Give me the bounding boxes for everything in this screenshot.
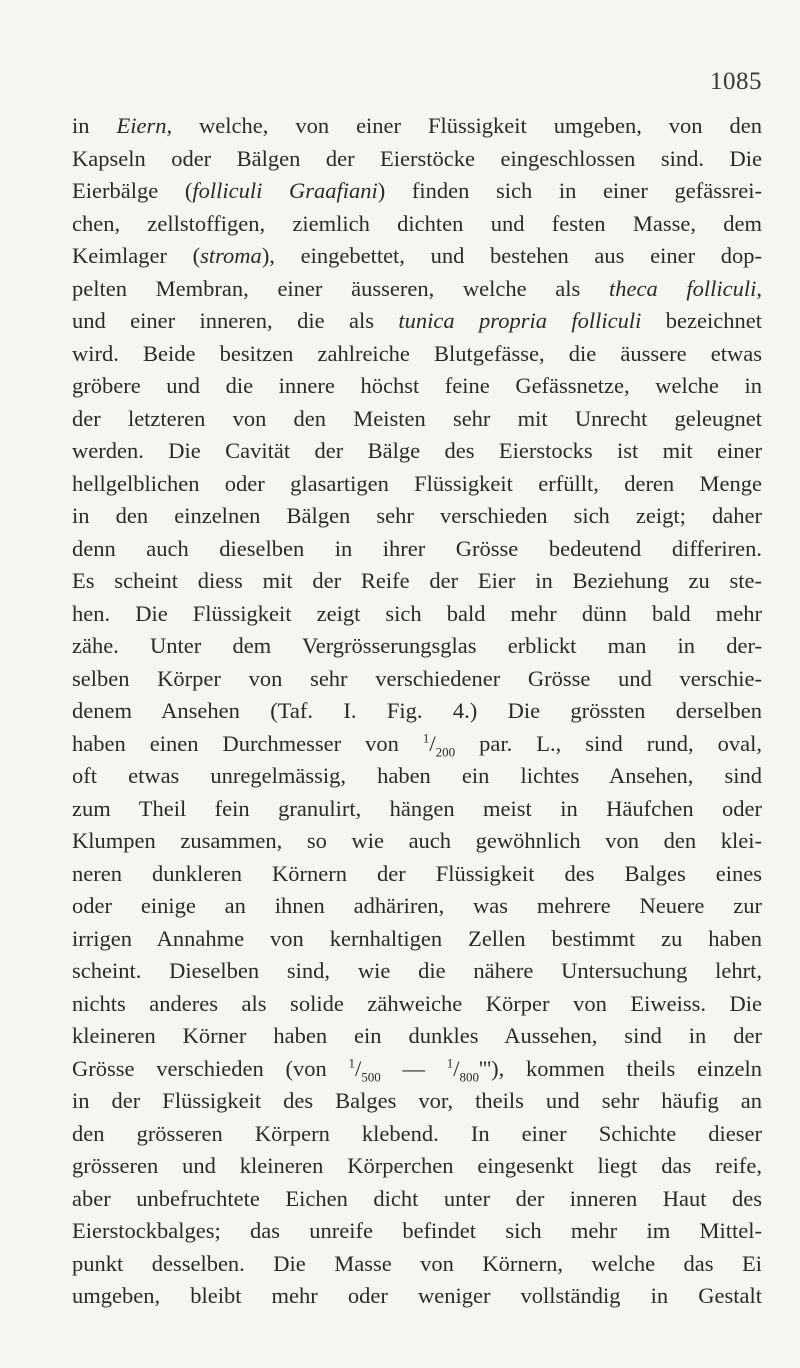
text-line: Kapseln oder Bälgen der Eierstöcke eingeschlossen sind. Die bbox=[72, 145, 762, 171]
text-line: pelten Membran, einer äusseren, welche als theca folliculi, bbox=[72, 275, 762, 301]
page-number: 1085 bbox=[710, 68, 762, 95]
text-line: denem Ansehen (Taf. I. Fig. 4.) Die grössten derselben bbox=[72, 698, 762, 723]
text-line: der letzteren von den Meisten sehr mit Unrecht geleugnet bbox=[72, 405, 762, 431]
text-line: Eierstockbalges; das unreife befindet sich mehr im Mittel- bbox=[72, 1218, 762, 1243]
text-line: hen. Die Flüssigkeit zeigt sich bald mehr dünn bald mehr bbox=[72, 600, 762, 626]
text-line: in Eiern, welche, von einer Flüssigkeit umgeben, von den bbox=[72, 113, 762, 138]
text-line: denn auch dieselben in ihrer Grösse bedeutend differiren. bbox=[72, 535, 762, 561]
text-line: zähe. Unter dem Vergrösserungsglas erblickt man in der- bbox=[72, 633, 762, 658]
text-line: selben Körper von sehr verschiedener Grösse und verschie- bbox=[72, 665, 762, 691]
text-line: zum Theil fein granulirt, hängen meist in Häufchen oder bbox=[72, 795, 762, 821]
text-line: gröbere und die innere höchst feine Gefässnetze, welche in bbox=[72, 373, 762, 398]
text-line: nichts anderes als solide zähweiche Körper von Eiweiss. Die bbox=[72, 990, 762, 1016]
text-line: Klumpen zusammen, so wie auch gewöhnlich von den klei- bbox=[72, 828, 762, 853]
text-line: oft etwas unregelmässig, haben ein lichtes Ansehen, sind bbox=[72, 763, 762, 788]
text-line: grösseren und kleineren Körperchen eingesenkt liegt das reife, bbox=[72, 1153, 762, 1178]
text-line: in der Flüssigkeit des Balges vor, theils und sehr häufig an bbox=[72, 1088, 762, 1113]
text-line: Grösse verschieden (von $^1/_{500}$ — $^1/_{800}'''$), kommen theils einzeln bbox=[72, 1055, 762, 1084]
text-line: Es scheint diess mit der Reife der Eier in Beziehung zu ste- bbox=[72, 568, 762, 593]
text-line: aber unbefruchtete Eichen dicht unter der inneren Haut des bbox=[72, 1185, 762, 1211]
text-line: punkt desselben. Die Masse von Körnern, welche das Ei bbox=[72, 1250, 762, 1276]
text-line: scheint. Dieselben sind, wie die nähere Untersuchung lehrt, bbox=[72, 958, 762, 983]
text-line: chen, zellstoffigen, ziemlich dichten und festen Masse, dem bbox=[72, 210, 762, 236]
body-text bbox=[72, 110, 762, 1313]
text-line: werden. Die Cavität der Bälge des Eierstocks ist mit einer bbox=[72, 438, 762, 463]
text-line: haben einen Durchmesser von $^1/_{200}$ par. L., sind rund, oval, bbox=[72, 730, 762, 759]
text-line: kleineren Körner haben ein dunkles Aussehen, sind in der bbox=[72, 1023, 762, 1048]
text-line: oder einige an ihnen adhäriren, was mehrere Neuere zur bbox=[72, 893, 762, 918]
text-line: Eierbälge (folliculi Graafiani) finden sich in einer gefässrei- bbox=[72, 178, 762, 203]
text-line: neren dunkleren Körnern der Flüssigkeit des Balges eines bbox=[72, 860, 762, 886]
text-line: wird. Beide besitzen zahlreiche Blutgefässe, die äussere etwas bbox=[72, 340, 762, 366]
text-line: irrigen Annahme von kernhaltigen Zellen bestimmt zu haben bbox=[72, 925, 762, 951]
text-line: umgeben, bleibt mehr oder weniger vollständig in Gestalt bbox=[72, 1283, 762, 1308]
text-line: in den einzelnen Bälgen sehr verschieden sich zeigt; daher bbox=[72, 503, 762, 528]
text-line: den grösseren Körpern klebend. In einer Schichte dieser bbox=[72, 1120, 762, 1146]
text-line: Keimlager (stroma), eingebettet, und bestehen aus einer dop- bbox=[72, 243, 762, 268]
text-line: hellgelblichen oder glasartigen Flüssigkeit erfüllt, deren Menge bbox=[72, 470, 762, 496]
text-line: und einer inneren, die als tunica propria folliculi bezeichnet bbox=[72, 308, 762, 333]
